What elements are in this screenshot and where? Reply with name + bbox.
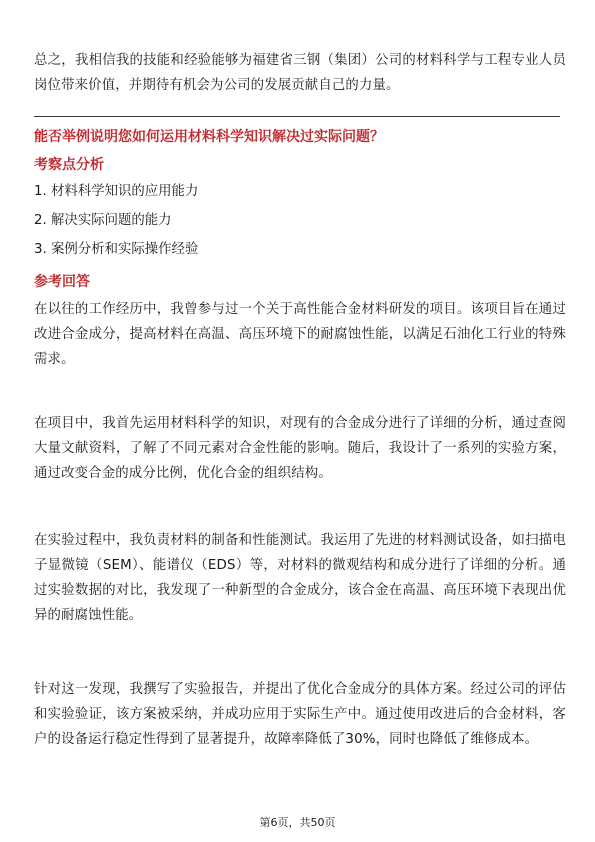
section-divider [34,116,560,117]
answer-paragraph: 在以往的工作经历中，我曾参与过一个关于高性能合金材料研发的项目。该项目旨在通过改进合金成分，提高材料在高温、高压环境下的耐腐蚀性能，以满足石油化工行业的特殊需求。 [34,302,566,367]
answer-paragraph: 针对这一发现，我撰写了实验报告，并提出了优化合金成分的具体方案。经过公司的评估和实验验证，该方案被采纳，并成功应用于实际生产中。通过使用改进后的合金材料，客户的设备运行稳定性得到了显著提升，故障率降低了30%，同时也降低了维修成本。 [34,682,566,747]
analysis-item: 3. 案例分析和实际操作经验 [34,242,199,257]
page-number-footer: 第6页，共50页 [259,816,336,829]
analysis-item: 1. 材料科学知识的应用能力 [34,184,199,199]
analysis-heading: 考察点分析 [34,157,104,173]
intro-paragraph: 总之，我相信我的技能和经验能够为福建省三钢（集团）公司的材料科学与工程专业人员岗位带来价值，并期待有机会为公司的发展贡献自己的力量。 [34,53,566,93]
answer-heading: 参考回答 [34,274,90,290]
analysis-item: 2. 解决实际问题的能力 [34,213,172,228]
question-title: 能否举例说明您如何运用材料科学知识解决过实际问题？ [34,129,384,145]
answer-paragraph: 在项目中，我首先运用材料科学的知识，对现有的合金成分进行了详细的分析，通过查阅大量文献资料，了解了不同元素对合金性能的影响。随后，我设计了一系列的实验方案，通过改变合金的成分比例，优化合金的组织结构。 [34,416,566,481]
answer-paragraph: 在实验过程中，我负责材料的制备和性能测试。我运用了先进的材料测试设备，如扫描电子显微镜（SEM）、能谱仪（EDS）等，对材料的微观结构和成分进行了详细的分析。通过实验数据的对比，我发现了一种新型的合金成分，该合金在高温、高压环境下表现出优异的耐腐蚀性能。 [34,533,566,623]
